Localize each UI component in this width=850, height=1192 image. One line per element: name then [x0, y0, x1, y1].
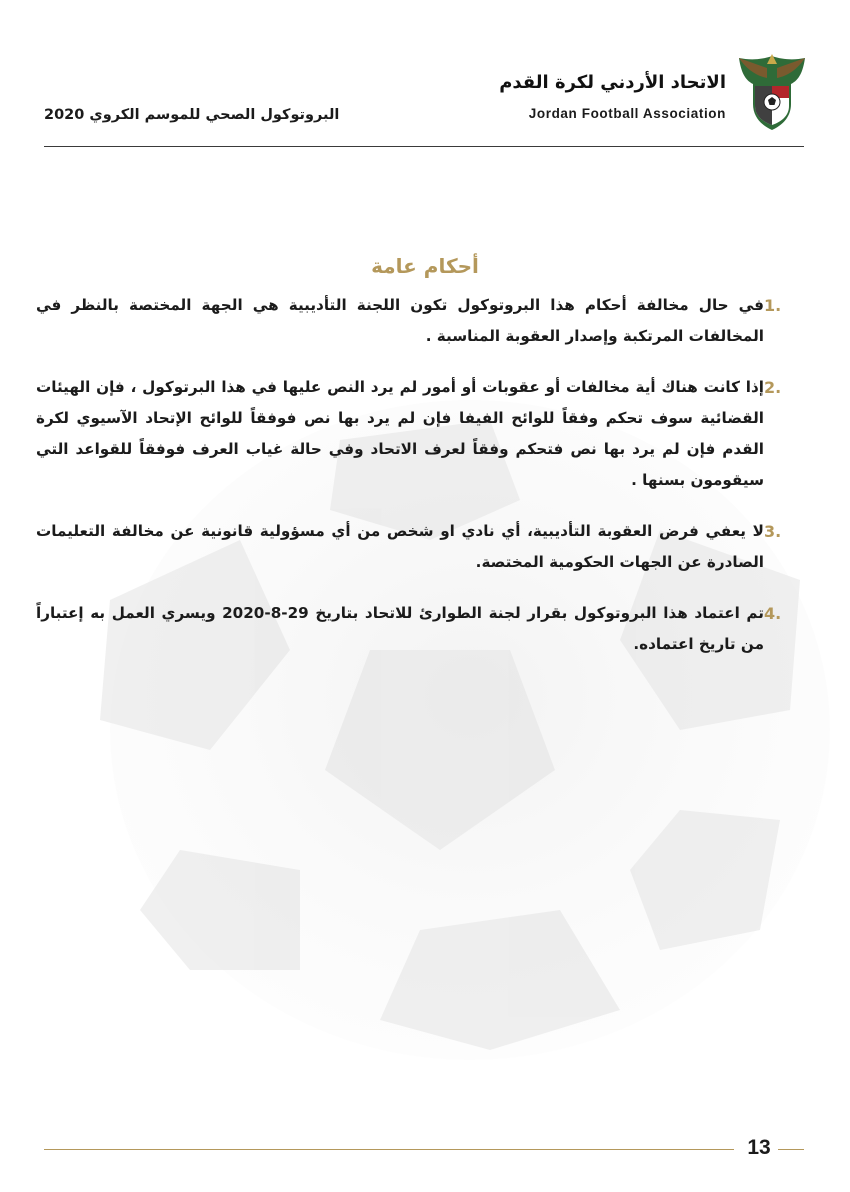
org-name-arabic: الاتحاد الأردني لكرة القدم [499, 72, 726, 93]
footer-divider [44, 1149, 734, 1150]
item-text: إذا كانت هناك أية مخالفات أو عقوبات أو أمور لم يرد النص عليها في هذا البرتوكول ، فإن الهيئات القضائية سوف تحكم وفقاً للوائح الفيفا فإن لم يرد بها نص فوفقاً للوائح الإتحاد الآسيوي لكرة القدم فإن لم يرد بها نص فتحكم وفقاً لعرف الاتحاد وفي حالة غياب العرف فوفقاً للقواعد التي سيقومون بسنها . [36, 378, 764, 489]
footer-divider-right [778, 1149, 804, 1150]
list-item [36, 598, 806, 660]
item-text: تم اعتماد هذا البروتوكول بقرار لجنة الطوارئ للاتحاد بتاريخ 29-8-2020 ويسري العمل به إعتباراً من تاريخ اعتماده. [36, 604, 764, 653]
item-number: 3. [764, 522, 782, 541]
document-title: البروتوكول الصحي للموسم الكروي 2020 [44, 107, 340, 123]
org-name-english: Jordan Football Association [528, 106, 726, 121]
section-title: أحكام عامة [371, 254, 479, 278]
list-item [36, 372, 806, 496]
jfa-logo [733, 50, 811, 132]
item-number: 4. [764, 604, 782, 623]
header-divider [44, 146, 804, 147]
item-text: لا يعفي فرض العقوبة التأديبية، أي نادي او شخص من أي مسؤولية قانونية عن مخالفة التعليمات الصادرة عن الجهات الحكومية المختصة. [36, 522, 764, 571]
list-item [36, 290, 806, 352]
provisions-list [36, 290, 806, 680]
item-number: 1. [764, 296, 782, 315]
item-text: في حال مخالفة أحكام هذا البروتوكول تكون اللجنة التأديبية هي الجهة المختصة بالنظر في المخالفات المرتكبة وإصدار العقوبة المناسبة . [36, 296, 764, 345]
list-item [36, 516, 806, 578]
item-number: 2. [764, 378, 782, 397]
page-number: 13 [747, 1136, 771, 1159]
page-header [0, 0, 850, 150]
